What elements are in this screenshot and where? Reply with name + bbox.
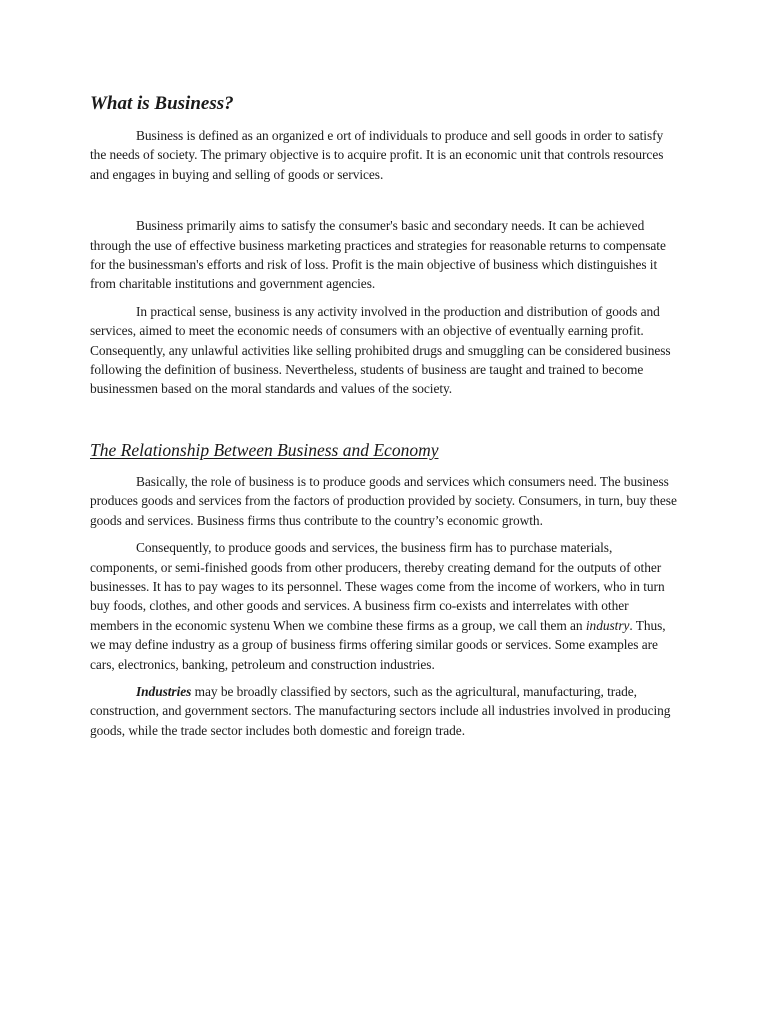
paragraph-industry-text-2: . Thus, we may define industry as a group of business firms offering similar goods or services. Some examples are cars, electronics, banking, petroleum and construction industries. xyxy=(90,617,666,672)
section-heading: The Relationship Between Business and Economy xyxy=(90,439,439,460)
paragraph-aims: Business primarily aims to satisfy the consumer's basic and secondary needs. It can be achieved through the use of effective business marketing practices and strategies for reasonable returns to compensate for the businessman's efforts and risk of loss. Profit is the main objective of business which distinguishes it from charitable institutions and government agencies. xyxy=(90,218,666,292)
page-title: What is Business? xyxy=(90,93,234,114)
paragraph-sectors-text: may be broadly classified by sectors, such as the agricultural, manufacturing, trade, construction, and government sectors. The manufacturing sectors include all industries involved in producing goods, while the trade sector includes both domestic and foreign trade. xyxy=(90,683,671,738)
paragraph-role-of-business: Basically, the role of business is to produce goods and services which consumers need. The business produces goods and services from the factors of production provided by society. Consumers, in turn, buy these goods and services. Business firms thus contribute to the country’s economic growth. xyxy=(90,473,677,528)
industries-term: Industries xyxy=(136,683,192,699)
paragraph-definition: Business is defined as an organized e ort of individuals to produce and sell goods in order to satisfy the needs of society. The primary objective is to acquire profit. It is an economic unit that controls resources and engages in buying and selling of goods or services. xyxy=(90,128,664,182)
document-page xyxy=(90,92,680,740)
paragraph-practical-sense: In practical sense, business is any activity involved in the production and distribution of goods and services, aimed to meet the economic needs of consumers with an objective of eventually earning profit. Consequently, any unlawful activities like selling prohibited drugs and smuggling can be considered business following the definition of business. Nevertheless, students of business are taught and trained to become businessmen based on the moral standards and values of the society. xyxy=(90,303,671,397)
paragraph-industry-definition xyxy=(90,538,680,674)
paragraph-industry-sectors xyxy=(90,682,680,740)
industry-term: industry xyxy=(585,617,630,633)
paragraph-industry-text-1: Consequently, to produce goods and services, the business firm has to purchase materials, components, or semi-finished goods from other producers, thereby creating demand for the outputs of other businesses. It has to pay wages to its personnel. These wages come from the income of workers, who in turn buy foods, clothes, and other goods and services. A business firm co-exists and interrelates with other members in the economic systenu When we combine these firms as a group, we call them an xyxy=(90,540,665,633)
